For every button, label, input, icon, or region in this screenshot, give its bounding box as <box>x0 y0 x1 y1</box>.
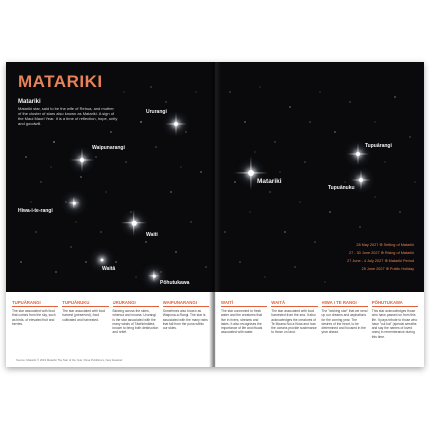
info-column-hiwa-i-te-rangi <box>322 300 368 339</box>
date-row: 27 June - 4 July 2027 ⊕ Matariki Period <box>347 259 414 263</box>
column-heading: HIWA I TE RANGI <box>322 300 368 307</box>
night-sky-right <box>215 62 424 292</box>
star-matariki <box>248 170 254 176</box>
date-row: 25 June 2027 ⊕ Public Holiday <box>361 267 414 271</box>
star-label-tupuarangi: Tupuārangi <box>365 143 392 149</box>
matariki-dates <box>347 241 414 273</box>
star-label-matariki: Matariki <box>257 178 282 185</box>
info-column-waita <box>271 300 317 339</box>
star-pohutukawa <box>153 275 156 278</box>
star-label-pohutukawa: Pōhutukawa <box>160 280 190 286</box>
intro-text: Matariki star, said to be the wife of Rehua, and mother of the cluster of stars also known as Matariki. A sign of the Maui Maori Year. It is a time of reflection, hope, unity and goodwill. <box>18 106 118 126</box>
left-page <box>6 62 215 367</box>
night-sky-left <box>6 62 215 292</box>
info-panel-left <box>6 292 215 367</box>
column-text: This star acknowledges those who have passed on from this life. It pays tribute to those who have "cut kai" (special wreaths and say the names of loved ones) in remembrance during this time. <box>371 309 418 339</box>
column-text: The star connected to fresh water and the creatures that live in rivers, streams and lakes. It also recognises the importance of life and rituals associated with water. <box>221 309 263 335</box>
date-row: 28 May 2027 ⊕ Setting of Matariki <box>356 243 414 247</box>
column-heading: TUPUĀRANGI <box>12 300 58 307</box>
info-column-waiti <box>221 300 267 339</box>
column-heading: TUPUĀNUKU <box>62 300 108 307</box>
star-label-waiti: Waiti <box>146 232 158 238</box>
star-field-left <box>6 62 215 292</box>
info-panel-right <box>215 292 424 367</box>
star-info-columns-right <box>221 300 418 339</box>
column-heading: WAITĪ <box>221 300 267 307</box>
date-row: 27 - 30 June 2027 ⊕ Rising of Matariki <box>348 251 414 255</box>
info-column-ururangi <box>113 300 159 335</box>
info-column-waipunarangi <box>163 300 209 335</box>
column-text: The star associated with food harvested from the sea. It also acknowledges the creatures of Te Moana Nui a Kiwa and how the oceans provide sustenance to those on land. <box>271 309 317 335</box>
book-spread <box>6 62 424 367</box>
column-text: The star associated with food harvest (preserved), food cultivated and harvested. <box>62 309 106 322</box>
star-label-ururangi: Ururangi <box>146 109 167 115</box>
column-text: Sometimes also known as Waipuna-a-Rangi. The star is associated with the many rains that fall from the puna within our skies. <box>162 309 208 331</box>
column-text: The "wishing star" that we send up our dreams and aspirations for the coming year. The desires of the heart, to be determined and focused in the year ahead. <box>321 309 368 335</box>
column-heading: PŌHUTUKAWA <box>372 300 418 307</box>
star-ururangi <box>174 122 178 126</box>
info-column-tupuanuku <box>62 300 108 335</box>
star-label-hiwa-i-te-rangi: Hiwa-i-te-rangi <box>18 208 53 214</box>
column-heading: WAITĀ <box>271 300 317 307</box>
star-tupuanuku <box>359 178 363 182</box>
info-column-pohutukawa <box>372 300 418 339</box>
star-waita <box>101 259 104 262</box>
star-waiti <box>132 221 137 226</box>
right-page <box>215 62 424 367</box>
star-label-waipunarangi: Waipunarangi <box>92 145 125 151</box>
page-title: MATARIKI <box>18 72 103 91</box>
star-label-tupuanuku: Tupuānuku <box>328 185 355 191</box>
info-column-tupuarangi <box>12 300 58 335</box>
star-label-waita: Waitā <box>102 266 116 272</box>
star-info-columns-left <box>12 300 209 335</box>
star-hiwa-i-te-rangi <box>73 202 76 205</box>
star-waipunarangi <box>80 158 84 162</box>
intro-heading: Matariki <box>18 99 41 105</box>
source-credit: Source: Matariki © 2019 Matariki The Star of the Year, Pana Publishers, New Zealand <box>16 358 123 362</box>
column-heading: WAIPUNARANGI <box>163 300 209 307</box>
star-tupuarangi <box>356 152 360 156</box>
column-heading: URURANGI <box>113 300 159 307</box>
column-text: Blowing across the skies, whenua and moana. Ururangi is the star associated with the many winds of Tāwhirimātea, known to bring both destruction and relief. <box>112 309 159 335</box>
column-text: The star associated with food that comes from the sky, such as birds, of elevated fruit and berries. <box>12 309 56 326</box>
